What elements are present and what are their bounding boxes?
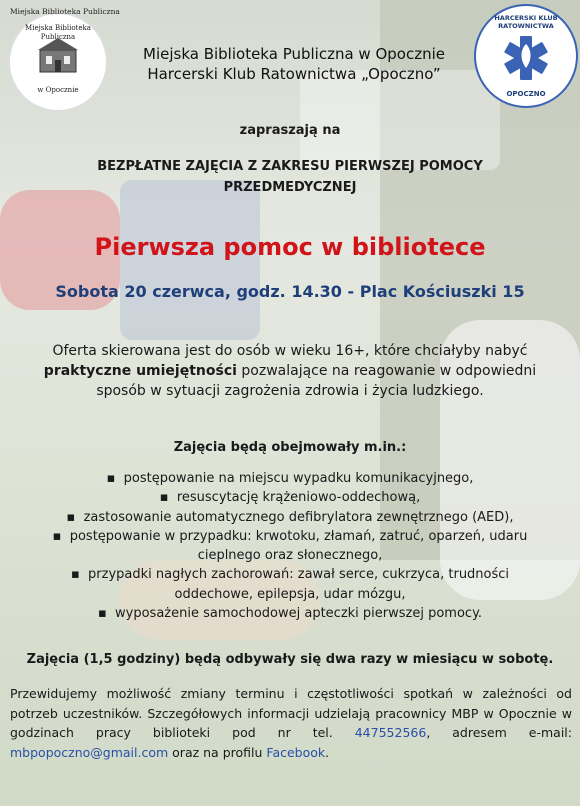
rescue-logo-label-top: HARCERSKI KLUB RATOWNICTWA	[494, 14, 558, 30]
info-text-2: , adresem e-mail:	[426, 725, 572, 740]
facebook-link[interactable]: Facebook	[266, 744, 326, 760]
rescue-logo-label-bottom: OPOCZNO	[506, 90, 546, 98]
invite-text: zapraszają na	[239, 123, 341, 138]
info-text-1: Przewidujemy możliwość zmiany terminu i częstotliwości spotkań w zależności od potrzeb uczestników. Szczegółowych informacji udzielają pracownicy MBP w Opocznie w godzinach pracy biblioteki pod nr tel.	[10, 686, 572, 740]
organizer-rescue-club: Harcerski Klub Ratownictwa „Opoczno”	[147, 65, 441, 83]
list-item: ▪ postępowanie na miejscu wypadku komunikacyjnego,	[40, 469, 540, 488]
list-item: ▪ przypadki nagłych zachorowań: zawał serce, cukrzyca, trudności oddechowe, epilepsja, udar mózgu,	[40, 565, 540, 604]
phone-link[interactable]: 447552566	[354, 725, 427, 740]
library-logo	[8, 7, 120, 112]
list-item: ▪ postępowanie w przypadku: krwotoku, złamań, zatruć, oparzeń, udaru cieplnego oraz słonecznego,	[40, 527, 540, 566]
info-text-3: oraz na profilu	[172, 744, 263, 760]
course-title	[40, 156, 540, 198]
main-title: Pierwsza pomoc w bibliotece	[94, 233, 486, 261]
list-item: ▪ wyposażenie samochodowej apteczki pierwszej pomocy.	[40, 604, 540, 623]
contact-info	[10, 684, 572, 762]
list-item: ▪ zastosowanie automatycznego defibrylatora zewnętrznego (AED),	[40, 508, 540, 527]
offer-bold: praktyczne umiejętności	[43, 363, 237, 379]
topics-heading: Zajęcia będą obejmowały m.in.:	[173, 440, 407, 455]
rescue-club-logo	[474, 4, 578, 108]
library-logo-label-top: Miejska Biblioteka Publiczna	[25, 24, 91, 41]
offer-paragraph	[20, 341, 560, 401]
info-text-4: .	[325, 744, 330, 760]
date-location: Sobota 20 czerwca, godz. 14.30 - Plac Kościuszki 15	[55, 282, 525, 301]
library-logo-text-top: Miejska Biblioteka Publiczna	[10, 7, 120, 16]
offer-text-1: Oferta skierowana jest do osób w wieku 16+, które chciałyby nabyć	[52, 343, 528, 359]
organizer-library: Miejska Biblioteka Publiczna w Opocznie	[143, 45, 445, 63]
course-title-line2: PRZEDMEDYCZNEJ	[223, 180, 357, 195]
schedule-note: Zajęcia (1,5 godziny) będą odbywały się dwa razy w miesiącu w sobotę.	[26, 652, 554, 667]
list-item: ▪ resuscytację krążeniowo-oddechową,	[40, 488, 540, 507]
course-title-line1: BEZPŁATNE ZAJĘCIA Z ZAKRESU PIERWSZEJ POMOCY	[97, 159, 483, 174]
organizers	[114, 44, 474, 84]
email-link[interactable]: mbpopoczno@gmail.com	[10, 744, 169, 760]
library-logo-label-bottom: w Opocznie	[37, 86, 79, 94]
topics-list	[40, 469, 540, 623]
offer-text-2: pozwalające na reagowanie w odpowiedni sposób w sytuacji zagrożenia zdrowia i życia ludzkiego.	[96, 363, 537, 399]
